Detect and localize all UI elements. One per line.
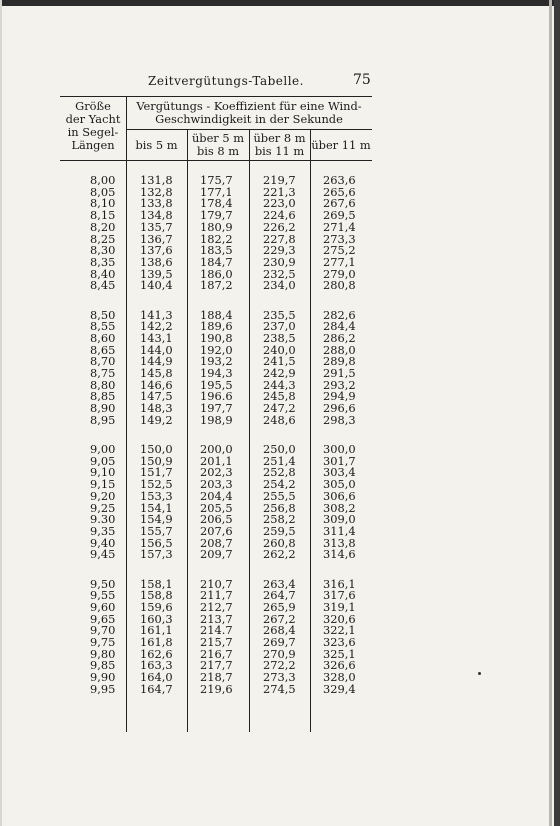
yacht-length-cell: 9,55 <box>90 588 116 603</box>
coefficient-cell: 270,9 <box>263 646 296 661</box>
page-left-edge <box>0 0 2 826</box>
coefficient-cell: 241,5 <box>263 354 296 369</box>
coefficient-cell: 132,8 <box>140 184 173 199</box>
coefficient-cell: 140,4 <box>140 278 173 293</box>
coefficient-cell: 256,8 <box>263 500 296 515</box>
coefficient-cell: 329,4 <box>323 681 356 696</box>
yacht-length-cell: 8,40 <box>90 266 116 281</box>
coefficient-cell: 320,6 <box>323 611 356 626</box>
coefficient-cell: 146,6 <box>140 377 173 392</box>
coefficient-cell: 153,3 <box>140 488 173 503</box>
coefficient-cell: 213,7 <box>200 611 233 626</box>
coefficient-cell: 245,8 <box>263 389 296 404</box>
coefficient-cell: 145,8 <box>140 366 173 380</box>
coefficient-cell: 177,1 <box>200 184 233 199</box>
coefficient-cell: 229,3 <box>263 243 296 258</box>
header-line: Größe <box>75 99 111 113</box>
header-line: Längen <box>71 138 115 152</box>
yacht-length-cell: 9,40 <box>90 535 116 550</box>
coefficient-cell: 273,3 <box>263 670 296 685</box>
yacht-length-cell: 8,30 <box>90 243 116 258</box>
coefficient-cell: 163,3 <box>140 658 173 673</box>
coefficient-cell: 303,4 <box>323 465 356 480</box>
coefficient-cell: 164,7 <box>140 681 173 696</box>
coefficient-cell: 286,2 <box>323 330 356 345</box>
header-line: der Yacht <box>65 112 121 126</box>
coefficient-cell: 141,3 <box>140 307 173 322</box>
coefficient-cell: 211,7 <box>200 588 233 603</box>
coefficient-cell: 157,3 <box>140 547 173 562</box>
coefficient-cell: 144,9 <box>140 354 173 369</box>
coefficient-cell: 178,4 <box>200 196 233 211</box>
coefficient-cell: 226,2 <box>263 219 296 234</box>
yacht-length-cell: 9,50 <box>90 576 116 591</box>
coefficient-cell: 322,1 <box>323 623 356 638</box>
coefficient-cell: 179,7 <box>200 208 233 223</box>
coefficient-cell: 150,9 <box>140 453 173 468</box>
running-title: Zeitvergütungs-Tabelle. <box>148 74 304 88</box>
coefficient-cell: 224,6 <box>263 208 296 223</box>
coefficient-cell: 138,6 <box>140 254 173 269</box>
column-divider <box>126 96 127 732</box>
coefficient-cell: 319,1 <box>323 599 356 614</box>
subheader-8-11m <box>249 132 310 158</box>
coefficient-cell: 183,5 <box>200 243 233 258</box>
coefficient-cell: 218,7 <box>200 670 233 685</box>
coefficient-cell: 248,6 <box>263 412 296 427</box>
coefficient-cell: 316,1 <box>323 576 356 591</box>
coefficient-cell: 190,8 <box>200 330 233 345</box>
coefficient-cell: 284,4 <box>323 319 356 334</box>
coefficient-cell: 134,8 <box>140 208 173 223</box>
coefficient-cell: 272,2 <box>263 658 296 673</box>
table-top-rule <box>60 96 372 97</box>
coefficient-cell: 186,0 <box>200 266 233 281</box>
coefficient-cell: 294,9 <box>323 389 356 404</box>
coefficient-cell: 279,0 <box>323 266 356 281</box>
yacht-length-cell: 8,35 <box>90 254 116 269</box>
coefficient-cell: 263,6 <box>323 173 356 187</box>
coefficient-cell: 162,6 <box>140 646 173 661</box>
subheader-over-11m <box>310 139 372 152</box>
coefficient-cell: 223,0 <box>263 196 296 211</box>
coefficient-cell: 323,6 <box>323 635 356 649</box>
yacht-length-cell: 8,15 <box>90 208 116 223</box>
subheader-line: über 8 m <box>253 131 306 145</box>
coefficient-cell: 143,1 <box>140 330 173 345</box>
yacht-length-cell: 9,60 <box>90 599 116 614</box>
coefficient-cell: 206,5 <box>200 512 233 527</box>
coefficient-cell: 210,7 <box>200 576 233 591</box>
coefficient-cell: 237,0 <box>263 319 296 334</box>
coefficient-cell: 309,0 <box>323 512 356 527</box>
coefficient-cell: 137,6 <box>140 243 173 258</box>
header-line: in Segel- <box>67 125 119 139</box>
coefficient-cell: 238,5 <box>263 330 296 345</box>
yacht-length-cell: 8,20 <box>90 219 116 234</box>
coefficient-cell: 277,1 <box>323 254 356 269</box>
table-header-rule <box>60 160 372 161</box>
coefficient-cell: 203,3 <box>200 477 233 492</box>
coefficient-cell: 251,4 <box>263 453 296 468</box>
coefficient-cell: 298,3 <box>323 412 356 427</box>
coefficient-cell: 221,3 <box>263 184 296 199</box>
coefficient-cell: 252,8 <box>263 465 296 480</box>
coefficient-cell: 300,0 <box>323 442 356 456</box>
page-right-edge <box>554 0 560 826</box>
coefficient-cell: 202,3 <box>200 465 233 480</box>
coefficient-cell: 247,2 <box>263 401 296 416</box>
coefficient-cell: 263,4 <box>263 576 296 591</box>
coefficient-cell: 154,1 <box>140 500 173 515</box>
yacht-length-cell: 8,00 <box>90 173 116 187</box>
coefficient-cell: 182,2 <box>200 231 233 246</box>
yacht-length-cell: 8,10 <box>90 196 116 211</box>
coefficient-cell: 267,2 <box>263 611 296 626</box>
column-divider <box>310 129 311 732</box>
coefficient-group-header <box>126 100 372 126</box>
yacht-length-cell: 9,85 <box>90 658 116 673</box>
coefficient-cell: 242,9 <box>263 366 296 380</box>
coefficient-cell: 194,3 <box>200 366 233 380</box>
coefficient-cell: 326,6 <box>323 658 356 673</box>
coefficient-cell: 260,8 <box>263 535 296 550</box>
coefficient-cell: 314,6 <box>323 547 356 562</box>
coefficient-cell: 133,8 <box>140 196 173 211</box>
subheader-line: bis 8 m <box>196 144 240 158</box>
coefficient-cell: 269,5 <box>323 208 356 223</box>
coefficient-cell: 160,3 <box>140 611 173 626</box>
coefficient-cell: 150,0 <box>140 442 173 456</box>
yacht-length-cell: 8,80 <box>90 377 116 392</box>
yacht-length-cell: 9,35 <box>90 523 116 538</box>
coefficient-cell: 189,6 <box>200 319 233 334</box>
header-line: Geschwindigkeit in der Sekunde <box>155 112 343 126</box>
page-stack-edge <box>549 0 552 826</box>
coefficient-cell: 193,2 <box>200 354 233 369</box>
coefficient-cell: 151,7 <box>140 465 173 480</box>
coefficient-cell: 269,7 <box>263 635 296 649</box>
yacht-length-cell: 8,65 <box>90 342 116 357</box>
yacht-length-cell: 8,55 <box>90 319 116 334</box>
coefficient-cell: 152,5 <box>140 477 173 492</box>
coefficient-cell: 135,7 <box>140 219 173 234</box>
coefficient-cell: 328,0 <box>323 670 356 685</box>
coefficient-cell: 308,2 <box>323 500 356 515</box>
coefficient-cell: 147,5 <box>140 389 173 404</box>
subheader-bis-5m <box>126 139 187 152</box>
yacht-length-cell: 9,45 <box>90 547 116 562</box>
coefficient-cell: 264,7 <box>263 588 296 603</box>
yacht-length-cell: 8,90 <box>90 401 116 416</box>
coefficient-cell: 175,7 <box>200 173 233 187</box>
subheader-line: bis 5 m <box>135 138 178 152</box>
coefficient-cell: 192,0 <box>200 342 233 357</box>
coefficient-cell: 159,6 <box>140 599 173 614</box>
coefficient-cell: 254,2 <box>263 477 296 492</box>
coefficient-cell: 131,8 <box>140 173 173 187</box>
coefficient-cell: 227,8 <box>263 231 296 246</box>
coefficient-cell: 311,4 <box>323 523 356 538</box>
coefficient-cell: 200,0 <box>200 442 233 456</box>
yacht-length-cell: 9,70 <box>90 623 116 638</box>
coefficient-cell: 209,7 <box>200 547 233 562</box>
coefficient-cell: 313,8 <box>323 535 356 550</box>
yacht-length-cell: 8,95 <box>90 412 116 427</box>
coefficient-cell: 262,2 <box>263 547 296 562</box>
coefficient-cell: 259,5 <box>263 523 296 538</box>
yacht-length-cell: 9.30 <box>90 512 116 527</box>
coefficient-cell: 216,7 <box>200 646 233 661</box>
coefficient-cell: 280,8 <box>323 278 356 293</box>
coefficient-cell: 158,8 <box>140 588 173 603</box>
coefficient-cell: 212,7 <box>200 599 233 614</box>
coefficient-cell: 201,1 <box>200 453 233 468</box>
coefficient-cell: 265,6 <box>323 184 356 199</box>
coefficient-cell: 267,6 <box>323 196 356 211</box>
coefficient-cell: 195,5 <box>200 377 233 392</box>
coefficient-cell: 317,6 <box>323 588 356 603</box>
coefficient-cell: 244,3 <box>263 377 296 392</box>
coefficient-cell: 219,6 <box>200 681 233 696</box>
yacht-length-cell: 9,20 <box>90 488 116 503</box>
coefficient-cell: 180,9 <box>200 219 233 234</box>
coefficient-cell: 265,9 <box>263 599 296 614</box>
page-number: 75 <box>353 72 371 88</box>
coefficient-cell: 273,3 <box>323 231 356 246</box>
column-divider <box>187 129 188 732</box>
yacht-length-cell: 8,75 <box>90 366 116 380</box>
yacht-length-cell: 8,70 <box>90 354 116 369</box>
yacht-length-cell: 8,25 <box>90 231 116 246</box>
yacht-length-cell: 9,90 <box>90 670 116 685</box>
yacht-length-cell: 9,65 <box>90 611 116 626</box>
coefficient-cell: 291,5 <box>323 366 356 380</box>
coefficient-cell: 149,2 <box>140 412 173 427</box>
coefficient-cell: 293,2 <box>323 377 356 392</box>
coefficient-cell: 230,9 <box>263 254 296 269</box>
coefficient-cell: 161,8 <box>140 635 173 649</box>
column-divider <box>249 129 250 732</box>
yacht-length-cell: 8,85 <box>90 389 116 404</box>
yacht-length-cell: 9,80 <box>90 646 116 661</box>
coefficient-cell: 234,0 <box>263 278 296 293</box>
coefficient-cell: 154,9 <box>140 512 173 527</box>
yacht-length-cell: 9,15 <box>90 477 116 492</box>
yacht-size-header <box>60 100 126 152</box>
coefficient-cell: 158,1 <box>140 576 173 591</box>
coefficient-cell: 197,7 <box>200 401 233 416</box>
coefficient-cell: 282,6 <box>323 307 356 322</box>
ink-speck <box>478 672 481 675</box>
coefficient-cell: 255,5 <box>263 488 296 503</box>
coefficient-cell: 198,9 <box>200 412 233 427</box>
yacht-length-cell: 9,10 <box>90 465 116 480</box>
coefficient-cell: 288,0 <box>323 342 356 357</box>
coefficient-cell: 296,6 <box>323 401 356 416</box>
coefficient-cell: 268,4 <box>263 623 296 638</box>
coefficient-cell: 235,5 <box>263 307 296 322</box>
coefficient-cell: 155,7 <box>140 523 173 538</box>
coefficient-cell: 187,2 <box>200 278 233 293</box>
coefficient-cell: 196.6 <box>200 389 233 404</box>
coefficient-cell: 325,1 <box>323 646 356 661</box>
subheader-5-8m <box>187 132 249 158</box>
yacht-length-cell: 9,75 <box>90 635 116 649</box>
coefficient-cell: 156,5 <box>140 535 173 550</box>
coefficient-cell: 258,2 <box>263 512 296 527</box>
coefficient-cell: 215,7 <box>200 635 233 649</box>
coefficient-cell: 204,4 <box>200 488 233 503</box>
coefficient-cell: 214.7 <box>200 623 233 638</box>
coefficient-cell: 208,7 <box>200 535 233 550</box>
subheader-line: bis 11 m <box>254 144 305 158</box>
yacht-length-cell: 9,05 <box>90 453 116 468</box>
coefficient-cell: 305,0 <box>323 477 356 492</box>
coefficient-cell: 301,7 <box>323 453 356 468</box>
coefficient-cell: 219,7 <box>263 173 296 187</box>
yacht-length-cell: 8,05 <box>90 184 116 199</box>
coefficient-cell: 142,2 <box>140 319 173 334</box>
coefficient-cell: 139,5 <box>140 266 173 281</box>
coefficient-cell: 184,7 <box>200 254 233 269</box>
coefficient-cell: 148,3 <box>140 401 173 416</box>
time-allowance-table <box>60 96 372 732</box>
coefficient-cell: 274,5 <box>263 681 296 696</box>
coefficient-cell: 289,8 <box>323 354 356 369</box>
coefficient-cell: 232,5 <box>263 266 296 281</box>
coefficient-cell: 205,5 <box>200 500 233 515</box>
yacht-length-cell: 9,95 <box>90 681 116 696</box>
coefficient-cell: 164,0 <box>140 670 173 685</box>
yacht-length-cell: 8,50 <box>90 307 116 322</box>
coefficient-cell: 144,0 <box>140 342 173 357</box>
page-top-edge <box>0 0 560 6</box>
coefficient-cell: 240,0 <box>263 342 296 357</box>
coefficient-cell: 306,6 <box>323 488 356 503</box>
header-line: Vergütungs - Koeffizient für eine Wind- <box>136 99 362 113</box>
coefficient-cell: 271,4 <box>323 219 356 234</box>
coefficient-cell: 161,1 <box>140 623 173 638</box>
coefficient-cell: 275,2 <box>323 243 356 258</box>
yacht-length-cell: 9,00 <box>90 442 116 456</box>
yacht-length-cell: 8,60 <box>90 330 116 345</box>
coefficient-cell: 250,0 <box>263 442 296 456</box>
coefficient-cell: 207,6 <box>200 523 233 538</box>
coefficient-cell: 188,4 <box>200 307 233 322</box>
subheader-line: über 11 m <box>311 138 371 152</box>
coefficient-cell: 136,7 <box>140 231 173 246</box>
subheader-line: über 5 m <box>191 131 245 145</box>
yacht-length-cell: 9,25 <box>90 500 116 515</box>
coefficient-cell: 217,7 <box>200 658 233 673</box>
yacht-length-cell: 8,45 <box>90 278 116 293</box>
